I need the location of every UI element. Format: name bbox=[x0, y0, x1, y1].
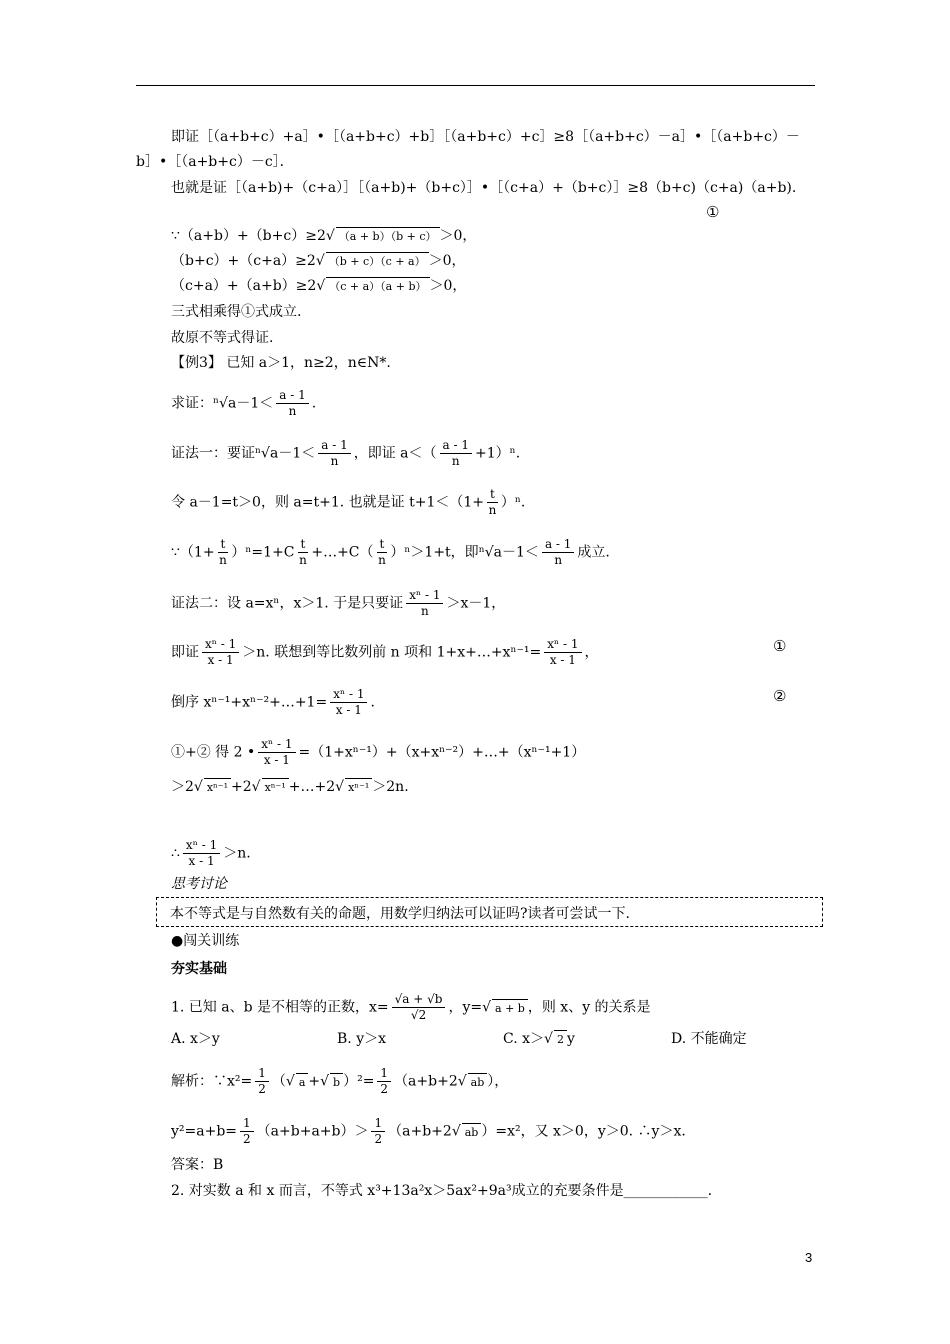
text-line: 即证［（a+b+c）+a］•［（a+b+c）+b］［（a+b+c）+c］≥8［（a+b+c）－a］•［（a+b+c）－ bbox=[171, 129, 800, 145]
fraction: $\frac{\text{xⁿ - 1}}{x - 1}$ bbox=[544, 637, 581, 668]
solution-line: y²=a+b= $\frac{1}{2}$ （a+b+a+b）＞ $\frac{1}{2}$ （a+b+2√ ab ）=x²，又 x＞0，y＞0. ∴y＞x. bbox=[171, 1116, 686, 1146]
radicand: b bbox=[330, 1073, 343, 1092]
option-b: B. y＞x bbox=[337, 1031, 386, 1047]
radicand: （c + a）（a + b） bbox=[326, 277, 429, 296]
radicand: ab bbox=[468, 1073, 488, 1092]
text-line: 令 a－1=t＞0，则 a=t+1. 也就是证 t+1＜（1+ $\frac{t}{n}$ ）ⁿ. bbox=[171, 487, 526, 517]
fraction: $\frac{\text{xⁿ - 1}}{x - 1}$ bbox=[202, 637, 239, 668]
fraction: $\frac{1}{2}$ bbox=[240, 1116, 254, 1147]
radicand: （a + b）（b + c） bbox=[336, 227, 440, 246]
fraction: $\frac{\text{xⁿ - 1}}{x - 1}$ bbox=[183, 838, 220, 869]
discussion-text: 本不等式是与自然数有关的命题，用数学归纳法可以证吗?读者可尝试一下. bbox=[170, 906, 630, 922]
text-line: （b+c）+（c+a）≥2√ （b + c）（c + a） ＞0， bbox=[171, 253, 466, 269]
equation-marker: ② bbox=[773, 687, 787, 705]
fraction: $\frac{t}{n}$ bbox=[299, 537, 307, 567]
question-2: 2. 对实数 a 和 x 而言，不等式 x³+13a²x＞5ax²+9a³成立的充要条件是____________. bbox=[171, 1183, 713, 1199]
fraction: $\frac{t}{n}$ bbox=[488, 487, 497, 517]
section-heading: 夯实基础 bbox=[171, 961, 227, 977]
radicand: a + b bbox=[492, 999, 528, 1018]
text-line: ＞2√ xⁿ⁻¹ +2√ xⁿ⁻¹ +…+2√ xⁿ⁻¹ ＞2n. bbox=[171, 779, 409, 795]
fraction: $\frac{t}{n}$ bbox=[378, 537, 386, 567]
example-heading: 【例3】 已知 a＞1，n≥2，n∈N*. bbox=[171, 355, 391, 371]
radicand: （b + c）（c + a） bbox=[326, 252, 429, 271]
radicand: a bbox=[296, 1073, 309, 1092]
fraction: $\frac{1}{2}$ bbox=[255, 1066, 269, 1097]
equation-marker: ① bbox=[706, 203, 720, 221]
question-1: 1. 已知 a、b 是不相等的正数，x= $\frac{√a + √b}{√2}$ ，y=√ a + b ，则 x、y 的关系是 bbox=[171, 992, 651, 1022]
option-c: C. x＞√ 2 y bbox=[503, 1031, 575, 1047]
fraction: $\frac{1}{2}$ bbox=[371, 1116, 385, 1147]
section-heading: ●闯关训练 bbox=[171, 933, 240, 949]
section-label: 思考讨论 bbox=[171, 876, 227, 892]
equation-marker: ① bbox=[773, 637, 787, 655]
text-line: 故原不等式得证. bbox=[171, 330, 274, 346]
text-line: 三式相乘得①式成立. bbox=[171, 304, 302, 320]
fraction: $\frac{a - 1}{n}$ bbox=[276, 388, 308, 419]
fraction: $\frac{√a + √b}{√2}$ bbox=[392, 992, 446, 1023]
radicand: 2 bbox=[554, 1030, 567, 1049]
fraction: $\frac{a - 1}{n}$ bbox=[542, 537, 574, 568]
text-line: 求证：ⁿ√a－1＜ $\frac{a - 1}{n}$ . bbox=[171, 388, 317, 418]
fraction: $\frac{\text{xⁿ - 1}}{x - 1}$ bbox=[258, 737, 295, 768]
text-line: 即证 $\frac{\text{xⁿ - 1}}{x - 1}$ ＞n. 联想到等比数列前 n 项和 1+x+…+xⁿ⁻¹= $\frac{\text{xⁿ - 1}}{x - 1}$ ， bbox=[171, 637, 599, 667]
fraction: $\frac{\text{xⁿ - 1}}{n}$ bbox=[406, 588, 443, 619]
text-line: （c+a）+（a+b）≥2√ （c + a）（a + b） ＞0， bbox=[171, 278, 467, 294]
solution-line: 解析：∵x²= $\frac{1}{2}$ （√ a +√ b ）²= $\frac{1}{2}$ （a+b+2√ ab ）， bbox=[171, 1066, 509, 1096]
text-line: ∵（a+b）+（b+c）≥2√ （a + b）（b + c） ＞0， bbox=[171, 228, 477, 244]
text-line: 也就是证［（a+b)+（c+a）］［（a+b)+（b+c）］•［（c+a）+（b+c）］≥8（b+c)（c+a)（a+b). bbox=[171, 180, 797, 196]
answer-line: 答案：B bbox=[171, 1157, 224, 1173]
text-line: 倒序 xⁿ⁻¹+xⁿ⁻²+…+1= $\frac{\text{xⁿ - 1}}{x - 1}$ . bbox=[171, 687, 375, 717]
text-line: 证法一：要证ⁿ√a－1＜ $\frac{a - 1}{n}$ ，即证 a＜（ $\frac{a - 1}{n}$ +1）ⁿ. bbox=[171, 438, 521, 468]
text-line: 证法二：设 a=xⁿ，x＞1. 于是只要证 $\frac{\text{xⁿ - 1}}{n}$ ＞x－1， bbox=[171, 588, 506, 618]
fraction: $\frac{t}{n}$ bbox=[219, 537, 227, 567]
radicand: ab bbox=[462, 1123, 482, 1142]
text-line: b］•［（a+b+c）－c］． bbox=[136, 154, 294, 170]
fraction: $\frac{a - 1}{n}$ bbox=[440, 438, 472, 469]
fraction: $\frac{1}{2}$ bbox=[377, 1066, 391, 1097]
option-a: A. x＞y bbox=[171, 1031, 220, 1047]
option-d: D. 不能确定 bbox=[671, 1031, 747, 1047]
header-rule bbox=[136, 85, 815, 86]
text-line: ∴ $\frac{\text{xⁿ - 1}}{x - 1}$ ＞n. bbox=[171, 838, 251, 868]
radicand: xⁿ⁻¹ bbox=[262, 778, 289, 797]
radicand: xⁿ⁻¹ bbox=[204, 778, 231, 797]
text-line: ∵（1+ $\frac{t}{n}$ ）ⁿ=1+C $\frac{t}{n}$ +…+C（ $\frac{t}{n}$ ）ⁿ＞1+t，即ⁿ√a－1＜ $\frac{a - 1}{n}$ 成立. bbox=[171, 537, 610, 567]
fraction: $\frac{a - 1}{n}$ bbox=[318, 438, 350, 469]
radicand: xⁿ⁻¹ bbox=[345, 778, 372, 797]
fraction: $\frac{\text{xⁿ - 1}}{x - 1}$ bbox=[330, 687, 367, 718]
page-number: 3 bbox=[805, 1250, 813, 1265]
text-line: ①+② 得 2 • $\frac{\text{xⁿ - 1}}{x - 1}$ =（1+xⁿ⁻¹）+（x+xⁿ⁻²）+…+（xⁿ⁻¹+1） bbox=[171, 737, 586, 767]
